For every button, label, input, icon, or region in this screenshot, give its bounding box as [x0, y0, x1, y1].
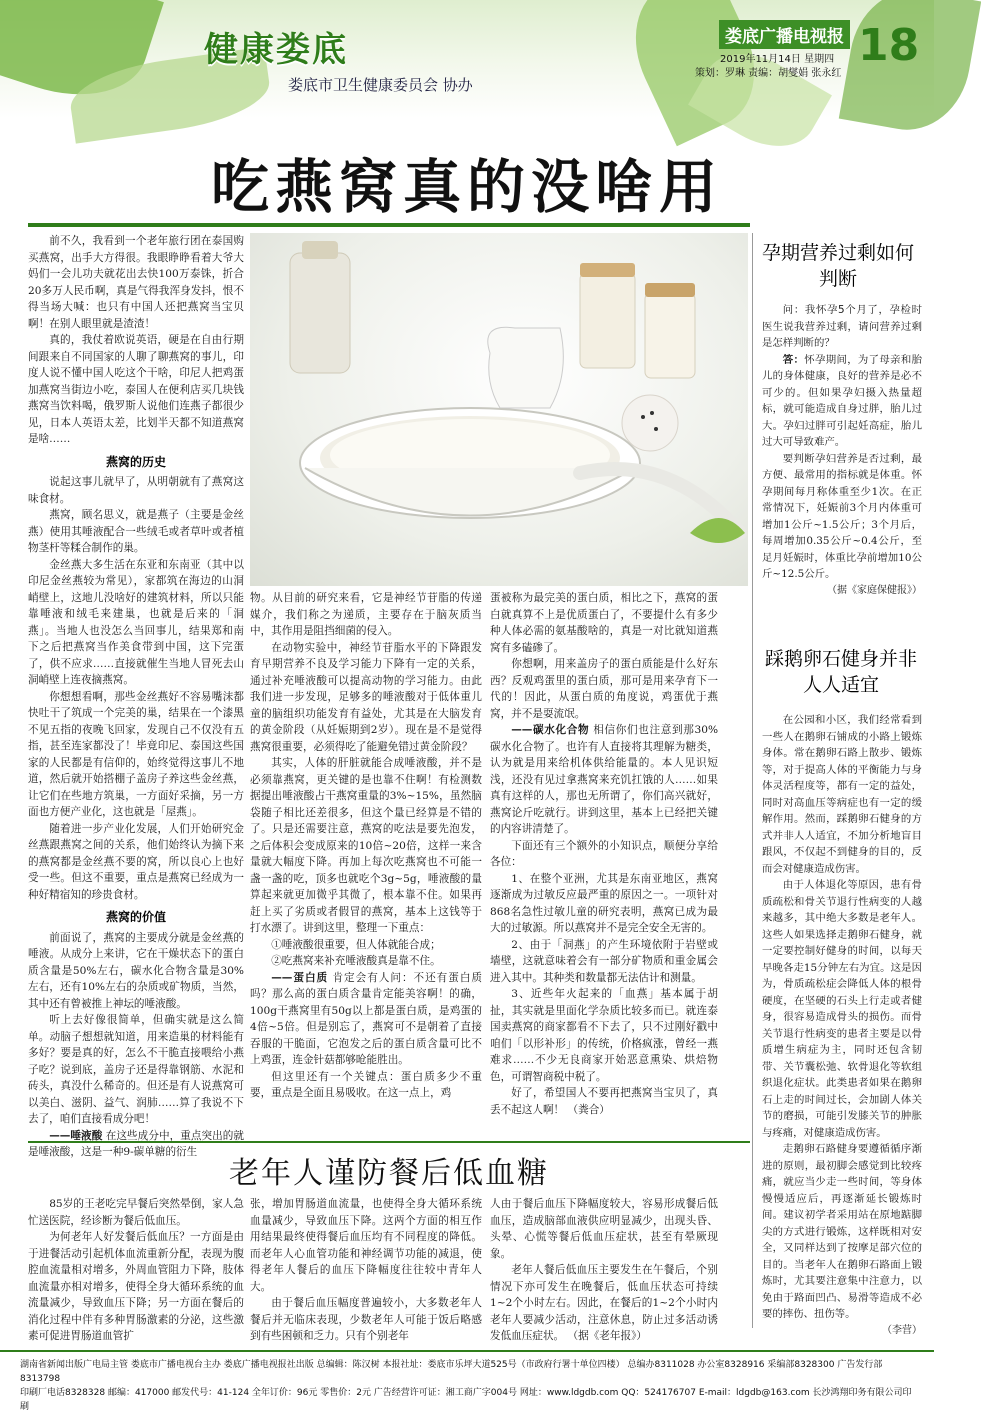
paragraph: 3、近些年火起来的「血燕」基本属于胡扯，其实就是里面化学杂质比较多而已。就连泰国卖燕窝的商家都看不下去了，只不过刚好戳中咱们「以形补形」的传统，价格疯涨，曾经一燕难求……不少无良商家开始恶意熏染、烘焙物色，可谓智商税中税了。 [490, 988, 718, 1083]
paragraph: 走鹅卵石路健身要遵循循序渐进的原则，最初脚会感觉到比较疼痛，就应当少走一些时间，等身体慢慢适应后，再逐渐延长锻炼时间。建议初学者采用站在原地踮脚尖的方式进行锻炼，这样既相对安全，又同样达到了按摩足部穴位的目的。当老年人在鹅卵石路面上锻炼时，尤其要注意集中注意力，以免由于路面凹凸、易滑等造成不必要的摔伤、扭伤等。 [762, 1143, 922, 1320]
paragraph [490, 1262, 718, 1345]
lead-sialic-acid: ——唾液酸 [49, 1129, 103, 1142]
bird-nest-dessert-photo [250, 233, 748, 586]
paragraph: 说起这事儿就早了，从明朝就有了燕窝这味食材。 [28, 476, 244, 505]
paragraph: 为何老年人好发餐后低血压？一方面是由于进餐活动引起机体血流重新分配，表现为腹腔血流量相对增多，外周血管阻力下降，肢体血流量亦相对增多，使得全身大循环系统的血流量减少，导致血压下降；另一方面在餐后的消化过程中伴有多种胃肠激素的分泌，这些激素可促进胃肠道血管扩 [28, 1231, 244, 1342]
page-number: 18 [858, 20, 920, 71]
paragraph: 在公园和小区，我们经常看到一些人在鹅卵石铺成的小路上锻炼身体。常在鹅卵石路上散步、锻炼等，对于提高人体的平衡能力与身体灵活程度等，都有一定的益处，同时对高血压等病症也有一定的缓解作用。然而，踩鹅卵石健身的方式并非人人适宜，不加分析地盲目跟风，不仅起不到健身的目的，反而会对健康造成伤害。 [762, 714, 922, 875]
paragraph: 蛋被称为最完美的蛋白质，相比之下，燕窝的蛋白就真算不上是优质蛋白了，不要提什么有多少种人体必需的氨基酸啥的，真是一对比就知道燕窝有多磕碜了。 [490, 592, 718, 654]
bottom-article-divider [28, 1141, 750, 1143]
sidebar-article-2-title: 踩鹅卵石健身并非人人适宜 [764, 648, 917, 696]
answer-text: 怀孕期间，为了母亲和胎儿的身体健康，良好的营养是必不可少的。但如果孕妇摄入热量超标，就可能造成自身过胖，胎儿过大。孕妇过胖可引起妊高症，胎儿过大可导致难产。 [762, 353, 922, 448]
paragraph: 由于餐后血压幅度普遍较小，大多数老年人餐后并无临床表现，少数老年人可能于饭后略感到有些困顿和乏力。只有个别老年 [250, 1297, 482, 1342]
paragraph: 你想想看啊，那些金丝燕好不容易嘴沫都快吐干了筑成一个完美的巢，结果在一个漆黑不见五指的夜晚飞回家，发现自己不仅没有五指，甚至连家都没了！毕竟印尼、泰国这些国家的人民都是有信仰的，始终觉得这事儿不地道，然后就开始搭棚子盖房子养这些金丝燕，让它们在些地方筑巢，一方面好采摘，另一方面也方便产业化，这也就是「屋燕」。 [28, 690, 244, 818]
paragraph [490, 722, 718, 838]
bottom-article-column-3 [490, 1196, 718, 1346]
paragraph: 2、由于「洞燕」的产生环境依附于岩壁或墙壁，这就意味着会有一部分矿物质和重金属会进入其中。其种类和数量都无法估计和测量。 [490, 938, 718, 984]
credit: （李营） [882, 1324, 922, 1336]
paragraph: 85岁的王老吃完早餐后突然晕倒，家人急忙送医院，经诊断为餐后低血压。 [28, 1198, 244, 1227]
paragraph: 物。从目前的研究来看，它是神经节苷脂的传递媒介，我们称之为递质，主要存在于脑灰质当中，其作用是阻挡细菌的侵入。 [250, 592, 482, 637]
paragraph: 由于人体退化等原因，患有骨质疏松和骨关节退行性病变的人越来越多，其中绝大多数是老年人。这些人如果选择走鹅卵石健身，就一定要控制好健身的时间，以每天早晚各走15分钟左右为宜。这是因为，骨质疏松症会降低人体的根骨硬度，在坚硬的石头上行走或者健身，很容易造成骨头的损伤。而骨关节退行性病变的患者主要是以骨质增生病症为主，同时还包含韧带、关节囊松弛、软骨退化等软组织退化症状。此类患者如果在鹅卵石上走的时间过长，会加剧人体关节的磨损，可能引发膝关节的肿胀与疼痛，对健康造成伤害。 [762, 879, 922, 1139]
lead-protein: ——蛋白质 [271, 971, 329, 984]
paragraph: 要判断孕妇营养是否过剩，最方便、最常用的指标就是体重。怀孕期间每月称体重至少1次。在正常情况下，妊娠前3个月内体重可增加1公斤~1.5公斤；3个月后，每周增加0.35公斤~0.4公斤，至足月妊娠时，体重比孕前增加10公斤~12.5公斤。 [762, 452, 922, 580]
paragraph: 人由于餐后血压下降幅度较大，容易形成餐后低血压，造成脑部血液供应明显减少，出现头昏、头晕、心慌等餐后低血压症状，甚至有晕厥现象。 [490, 1198, 718, 1260]
paragraph: 真的，我仗着欧说英语，硬是在自由行期间跟来自不同国家的人聊了聊燕窝的事儿，印度人说不懂中国人吃这个干啥，印尼人把鸡蛋加燕窝当街边小吃，泰国人在便利店买几块钱燕窝当饮料喝，俄罗斯人说他们连燕子都很少见，日本人英语太差，比划半天都不知道燕窝是啥…… [28, 334, 244, 445]
cosponsor-line: 娄底市卫生健康委员会 协办 [288, 76, 473, 94]
lead-carbohydrate: ——碳水化合物 [511, 724, 590, 736]
section-title: 健康娄底 [204, 30, 348, 70]
subheading-value: 燕窝的价值 [105, 910, 166, 924]
paragraph: 金丝燕大多生活在东亚和东南亚（其中以印尼金丝燕较为常见），家都筑在海边的山洞峭壁上，这地儿没啥好的建筑材料，所以只能靠唾液和绒毛来建巢，也就是后来的「洞燕」。当地人也没怎么当回事儿，结果郑和南下之后把燕窝当作美食带到中国，这下完蛋了，供不应求……直接就催生当地人冒死去山洞峭壁上连夜摘燕窝。 [28, 558, 244, 686]
answer [762, 352, 922, 451]
credit: （据《家庭保健报》） [827, 584, 922, 596]
paragraph: 下面还有三个额外的小知识点，顺便分享给各位： [490, 839, 718, 868]
paragraph: 前面说了，燕窝的主要成分就是金丝燕的唾液。从成分上来讲，它在干燥状态下的蛋白质含量是50%左右，碳水化合物含量是30%左右，还有10%左右的杂质或矿物质，当然，其中还有曾被推上神坛的唾液酸。 [28, 931, 244, 1010]
headline-divider [28, 223, 750, 227]
byline: （粪合） [567, 1103, 610, 1116]
paragraph: 其实，人体的肝脏就能合成唾液酸，并不是必须靠燕窝，更关键的是也靠不住啊！有检测数据提出唾液酸占干燕窝重量的3%~15%，虽然脑袋随子相比还差很多，但这个量已经算是不错的了。只是还需要注意，燕窝的吃法是要先泡发，之后体积会变成原来的10倍~20倍，这样一来含量就大幅度下降。再加上每次吃燕窝也不可能一盏一盏的吃，顶多也就吃个3g~5g，唾液酸的量算起来就更加微乎其微了，根本靠不住。如果再赶上买了劣质或者假冒的燕窝，基本上这钱等于打水漂了。讲到这里，整理一下重点： [250, 757, 482, 934]
editorial-staff: 策划：罗琳 责编：胡燮娟 张永红 [695, 68, 842, 79]
photo-illustration [250, 233, 748, 586]
byline: （据《老年报》） [567, 1330, 647, 1342]
sidebar-divider [752, 233, 753, 1328]
paragraph: 随着进一步产业化发展，人们开始研究金丝燕跟燕窝之间的关系，他们始终认为摘下来的燕窝都是金丝燕不要的窝，所以良心上也好受一些。但这不重要，重点是燕窝已经成为一种好精宿知的珍贵食材。 [28, 822, 244, 901]
bottom-article-title: 老年人谨防餐后低血糖 [229, 1156, 549, 1191]
main-article-column-1 [28, 233, 245, 1158]
main-article-column-3 [490, 590, 718, 1138]
paragraph: 前不久，我看到一个老年旅行团在泰国购买燕窝，出手大方得很。我眼睁睁看着大爷大妈们一会儿功夫就花出去快100万泰铢，折合20多万人民币啊，真是气得我浑身发抖，恨不得当场大喊：也只有中国人还把燕窝当宝贝啊！在别人眼里就是渣渣！ [28, 235, 244, 330]
answer-label: 答： [782, 353, 805, 366]
paragraph: 张，增加胃肠道血流量，也使得全身大循环系统血量减少，导致血压下降。这两个方面的相互作用结果最终使得餐后血压均有不同程度的降低。而老年人心血管功能和神经调节功能的减退，使得老年人餐后的血压下降幅度往往较中青年人大。 [250, 1198, 482, 1293]
issue-date: 2019年11月14日 星期四 [720, 54, 835, 65]
page-header [0, 0, 934, 118]
paragraph: 你想啊，用来盖房子的蛋白质能是什么好东西？反观鸡蛋里的蛋白质，那可是用来孕育下一代的！因此，从蛋白质的角度说，鸡蛋优于燕窝，并不是耍流氓。 [490, 658, 718, 720]
paragraph [250, 970, 482, 1069]
paragraph: 听上去好像很简单，但确实就是这么简单。动脑子想想就知道，用来造巢的材料能有多好？要是真的好，怎么不干脆直接喂给小燕子吃？说到底，盖房子还是得靠钢筋、水泥和砖头，真没什么稀奇的。但还是有人说燕窝可以美白、滋阴、益气、润肺……算了我说不下去了，咱们直接看成分吧！ [28, 1014, 244, 1125]
sidebar-article-1-body [762, 302, 922, 632]
paragraph-text: 肯定会有人问：不还有蛋白质吗？那么高的蛋白质含量肯定能美容啊！的确，100g干燕窝里有50g以上都是蛋白质，是鸡蛋的4倍~5倍。但是别忘了，燕窝可不是朝着了直接吞服的干脆面，它泡发之后的蛋白质含量可比不上鸡蛋，连金针菇都够呛能胜出。 [250, 971, 483, 1066]
footer-line-1: 湖南省新闻出版广电局主管 娄底市广播电视台主办 娄底广播电视报社出版 总编辑：陈汉树 本报社址：娄底市乐坪大道525号（市政府行署十单位四楼） 总编办8311028 办公室8328916 采编部8328300 广告发行部8313798 [20, 1360, 883, 1384]
main-headline: 吃燕窝真的没啥用 [210, 153, 723, 221]
main-article-column-2 [250, 590, 482, 1138]
question: 问：我怀孕5个月了，孕检时医生说我营养过剩，请问营养过剩是怎样判断的？ [762, 304, 922, 349]
paragraph-text: 老年人餐后低血压主要发生在午餐后，个别情况下亦可发生在晚餐后，低血压状态可持续1~2个小时左右。因此，在餐后的1~2个小时内老年人要减少活动，注意休息，防止过多活动诱发低血压症状。 [490, 1264, 718, 1342]
paragraph: 但这里还有一个关键点：蛋白质多少不重要，重点是全面且易吸收。在这一点上，鸡 [250, 1070, 482, 1099]
paragraph [490, 1085, 718, 1118]
footer-line-2: 印刷厂电话8328328 邮编：417000 邮发代号：41-124 全年订价：96元 零售价：2元 广告经营许可证：湘工商广字004号 网址：www.ldgdb.com QQ：524176707 E-mail：ldgdb@163.com 长沙鸿翔印务有限公司印刷 [20, 1388, 912, 1412]
subheading-history: 燕窝的历史 [105, 454, 166, 469]
bottom-article-column-1 [28, 1196, 244, 1346]
sidebar-article-2-body [762, 712, 922, 1342]
paragraph: ②吃燕窝来补充唾液酸真是靠不住。 [271, 955, 441, 967]
paragraph: 在动物实验中，神经节苷脂水平的下降跟发育早期营养不良及学习能力下降有一定的关系，通过补充唾液酸可以提高动物的学习能力。由此我们进一步发现，足够多的唾液酸对于低体重儿童的脑组织功能发育有益处，尤其是在大脑发育的黄金阶段（从妊娠期到2岁）。现在是不是觉得燕窝很重要，必须得吃了能避免错过黄金阶段？ [250, 641, 482, 753]
paragraph-text: 在这些成分中，重点突出的就是唾液酸，这是一种9-碳单糖的衍生 [28, 1129, 245, 1158]
paragraph-text: 相信你们也注意到那30%碳水化合物了。也许有人直接将其理解为糖类，认为就是用来给机体供给能量的。本人见识短浅，还没有见过拿燕窝来充饥扛饿的人……如果真有这样的人，那也无所谓了，你们高兴就好，燕窝论斤吃就行。讲到这里，基本上已经把关键的内容讲清楚了。 [490, 724, 719, 835]
bottom-article-column-2 [250, 1196, 482, 1346]
paragraph: 1、在整个亚洲，尤其是东南亚地区，燕窝逐渐成为过敏反应最严重的原因之一。一项针对868名急性过敏儿童的研究表明，燕窝已成为最大的过敏源。所以燕窝并不是完全安全无害的。 [490, 872, 718, 934]
sidebar-article-1-title: 孕期营养过剩如何判断 [761, 242, 914, 290]
paper-name: 娄底广播电视报 [719, 20, 850, 49]
paragraph-text: 好了，希望国人不要再把燕窝当宝贝了，真丢不起这人啊！ [490, 1087, 718, 1116]
page-footer [0, 1350, 934, 1412]
paragraph: ①唾液酸很重要，但人体就能合成； [271, 938, 441, 951]
paragraph: 燕窝，顾名思义，就是燕子（主要是金丝燕）使用其唾液配合一些绒毛或者草叶或者植物茎杆等糅合制作的巢。 [28, 509, 244, 554]
